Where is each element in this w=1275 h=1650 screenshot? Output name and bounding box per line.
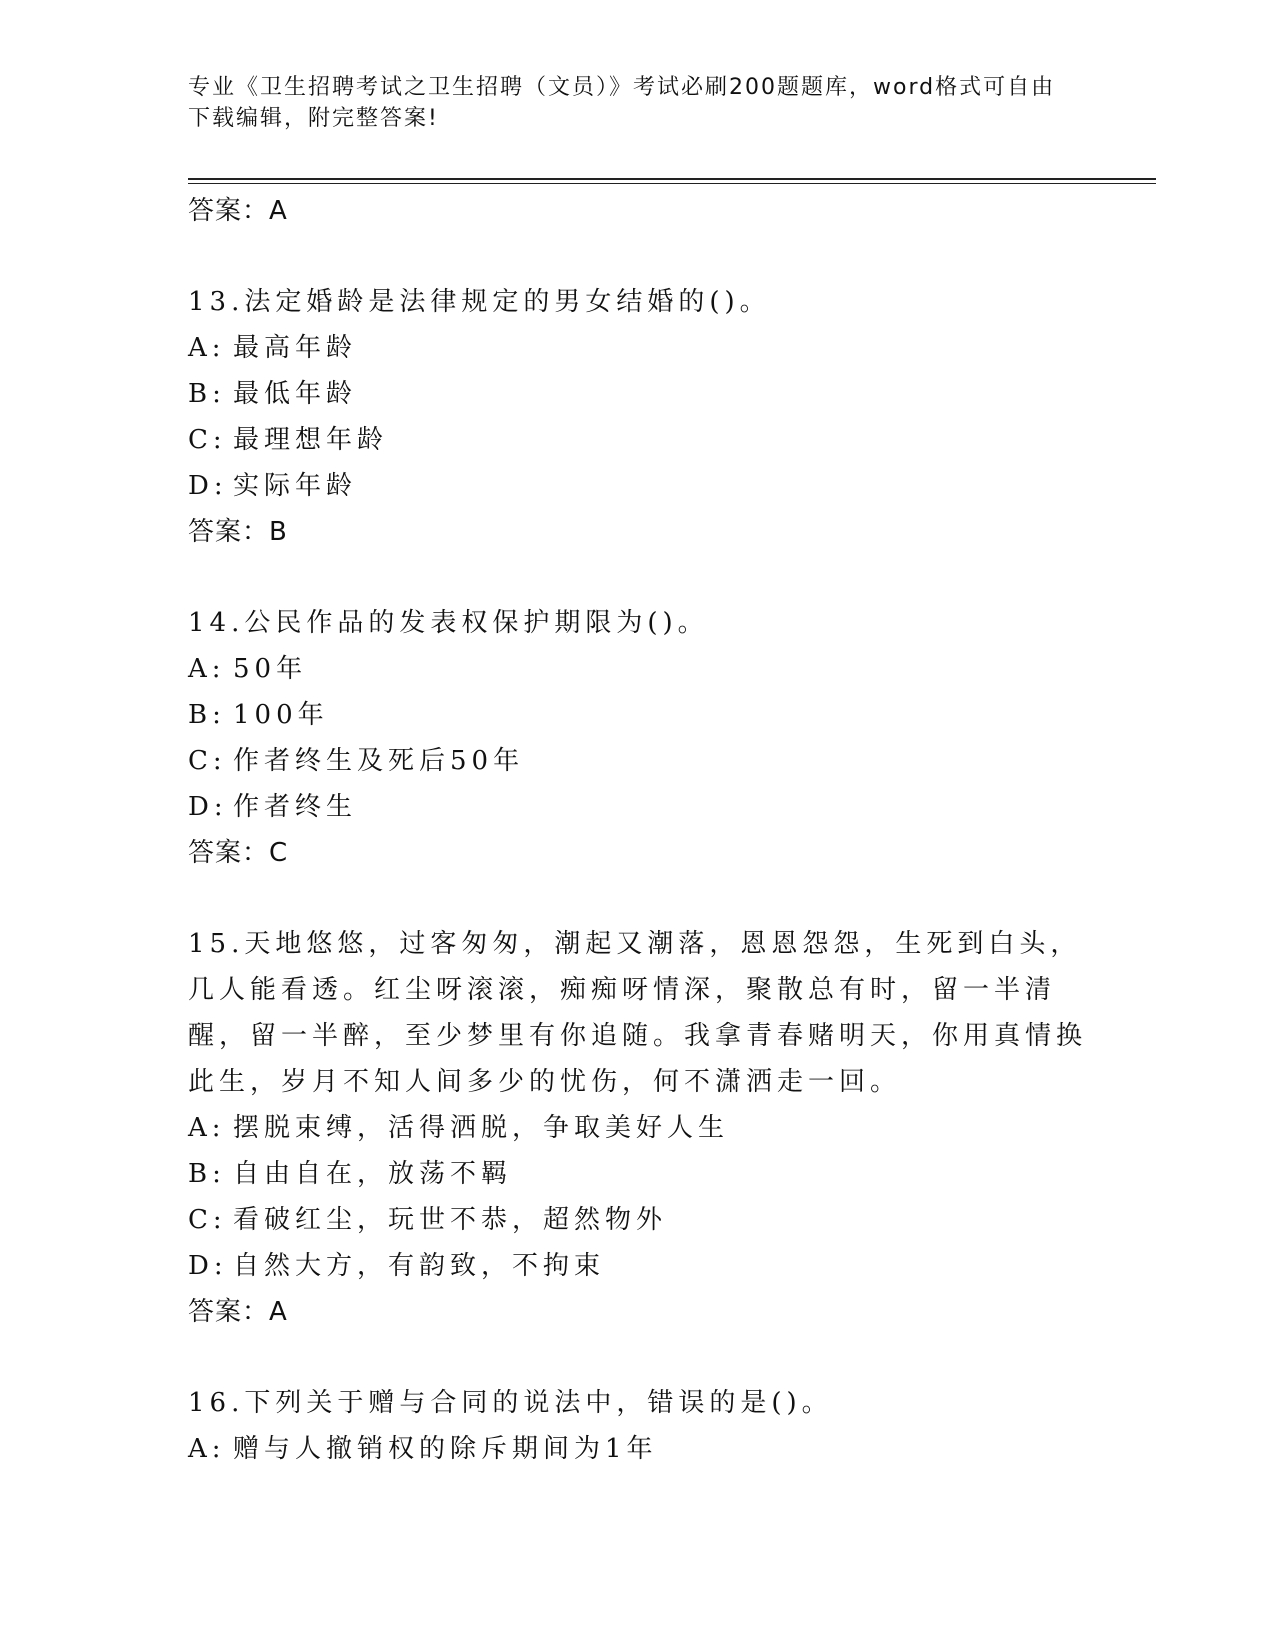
option-key: A: xyxy=(188,1434,226,1464)
answer-line: 答案：C xyxy=(188,838,289,868)
option-d xyxy=(188,1243,1088,1289)
option-key: C: xyxy=(188,1205,227,1235)
option-text: 自由自在，放荡不羁 xyxy=(233,1159,513,1189)
option-a xyxy=(188,1105,1088,1151)
option-b xyxy=(188,692,1088,738)
option-d xyxy=(188,463,1088,509)
option-key: A: xyxy=(188,1113,226,1143)
answer-line: 答案：A xyxy=(188,196,288,226)
option-key: A: xyxy=(188,333,226,363)
option-text: 作者终生及死后50年 xyxy=(233,746,525,776)
option-a xyxy=(188,1426,1088,1472)
option-text: 最低年龄 xyxy=(233,379,358,409)
option-d xyxy=(188,784,1088,830)
option-a xyxy=(188,646,1088,692)
option-text: 最理想年龄 xyxy=(233,425,389,455)
answer-line: 答案：A xyxy=(188,1297,288,1327)
question-stem: 16.下列关于赠与合同的说法中，错误的是()。 xyxy=(188,1388,833,1418)
option-c xyxy=(188,417,1088,463)
document-header: 专业《卫生招聘考试之卫生招聘（文员）》考试必刷200题题库，word格式可自由下载编辑，附完整答案! xyxy=(188,75,1056,131)
option-key: B: xyxy=(188,700,226,730)
option-key: C: xyxy=(188,425,227,455)
question-item xyxy=(188,1380,1088,1472)
option-text: 50年 xyxy=(233,654,308,684)
option-text: 看破红尘，玩世不恭，超然物外 xyxy=(233,1205,668,1235)
option-text: 100年 xyxy=(233,700,329,730)
question-item xyxy=(188,921,1088,1335)
option-key: D: xyxy=(188,1251,228,1281)
option-key: B: xyxy=(188,1159,226,1189)
question-stem: 13.法定婚龄是法律规定的男女结婚的()。 xyxy=(188,287,771,317)
option-text: 赠与人撤销权的除斥期间为1年 xyxy=(233,1434,658,1464)
option-key: D: xyxy=(188,471,228,501)
question-list xyxy=(188,188,1088,1472)
question-stem: 14.公民作品的发表权保护期限为()。 xyxy=(188,608,709,638)
option-a xyxy=(188,325,1088,371)
option-text: 实际年龄 xyxy=(233,471,358,501)
option-text: 摆脱束缚，活得洒脱，争取美好人生 xyxy=(233,1113,730,1143)
option-key: A: xyxy=(188,654,226,684)
question-stem: 15.天地悠悠，过客匆匆，潮起又潮落，恩恩怨怨，生死到白头，几人能看透。红尘呀滚滚，痴痴呀情深，聚散总有时，留一半清醒，留一半醉，至少梦里有你追随。我拿青春赌明天，你用真情换此生，岁月不知人间多少的忧伤，何不潇洒走一回。 xyxy=(188,929,1088,1097)
option-text: 自然大方，有韵致，不拘束 xyxy=(233,1251,606,1281)
question-item xyxy=(188,600,1088,876)
option-key: B: xyxy=(188,379,226,409)
option-key: C: xyxy=(188,746,227,776)
option-key: D: xyxy=(188,792,228,822)
option-b xyxy=(188,1151,1088,1197)
option-c xyxy=(188,738,1088,784)
question-item xyxy=(188,279,1088,555)
option-text: 最高年龄 xyxy=(233,333,358,363)
option-b xyxy=(188,371,1088,417)
option-c xyxy=(188,1197,1088,1243)
header-divider-thin xyxy=(188,183,1156,184)
answer-line: 答案：B xyxy=(188,517,288,547)
header-divider-thick xyxy=(188,178,1156,180)
option-text: 作者终生 xyxy=(233,792,358,822)
